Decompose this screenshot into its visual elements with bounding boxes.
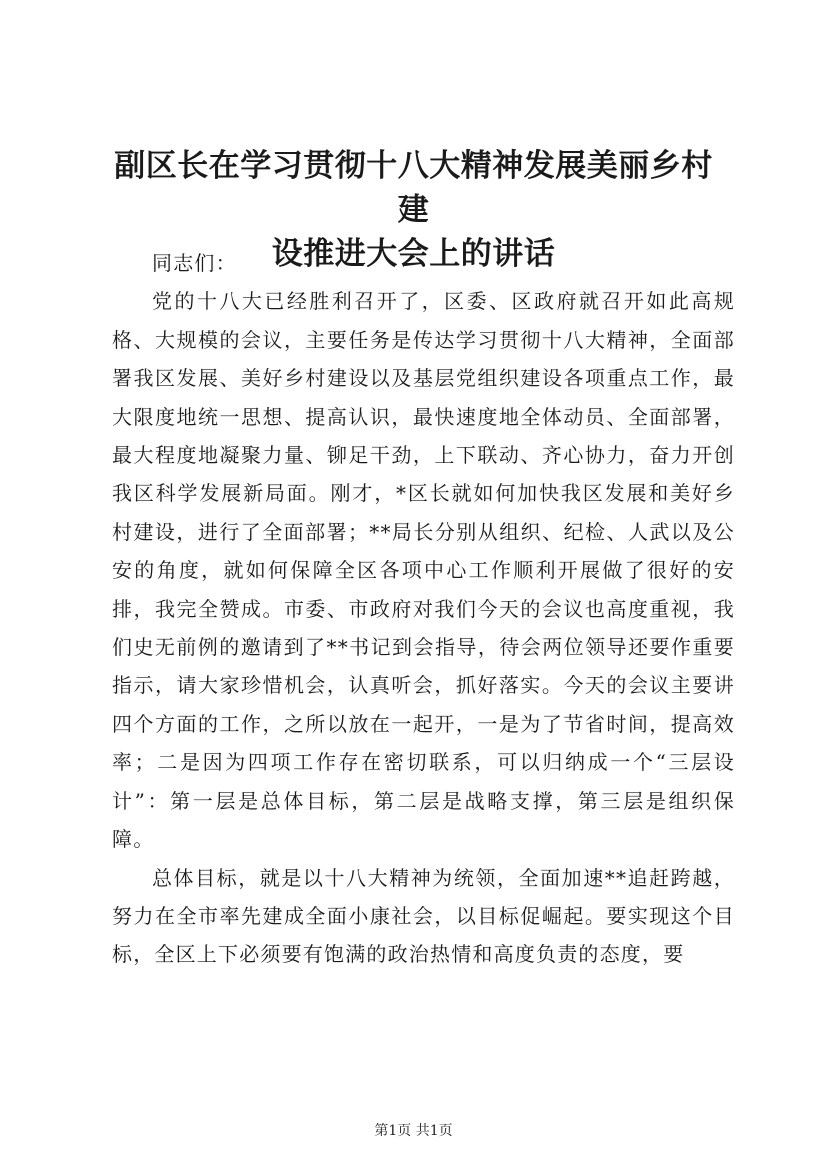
salutation: 同志们： xyxy=(152,251,237,275)
page-footer: 第1页 共1页 xyxy=(374,1123,453,1139)
body-paragraph: 党的十八大已经胜利召开了，区委、区政府就召开如此高规格、大规模的会议，主要任务是传达学习贯彻十八大精神，全面部署我区发展、美好乡村建设以及基层党组织建设各项重点工作，最大限度地统一思想、提高认识，最快速度地全体动员、全面部署，最大程度地凝聚力量、铆足干劲，上下联动、齐心协力，奋力开创我区科学发展新局面。刚才，*区长就如何加快我区发展和美好乡村建设，进行了全面部署；**局长分别从组织、纪检、人武以及公安的角度，就如何保障全区各项中心工作顺利开展做了很好的安排，我完全赞成。市委、市政府对我们今天的会议也高度重视，我们史无前例的邀请到了**书记到会指导，待会两位领导还要作重要指示，请大家珍惜机会，认真听会，抓好落实。今天的会议主要讲四个方面的工作，之所以放在一起开，一是为了节省时间，提高效率；二是因为四项工作存在密切联系，可以归纳成一个“三层设计”：第一层是总体目标，第二层是战略支撑，第三层是组织保障。 xyxy=(112,289,735,852)
body-paragraph: 总体目标，就是以十八大精神为统领，全面加速**追赶跨越，努力在全市率先建成全面小康社会，以目标促崛起。要实现这个目标，全区上下必须要有饱满的政治热情和高度负责的态度，要 xyxy=(112,865,735,967)
title-line-2: 设推进大会上的讲话 xyxy=(271,236,556,272)
title-line-1: 副区长在学习贯彻十八大精神发展美丽乡村建 xyxy=(114,148,713,228)
document-body xyxy=(112,244,735,974)
